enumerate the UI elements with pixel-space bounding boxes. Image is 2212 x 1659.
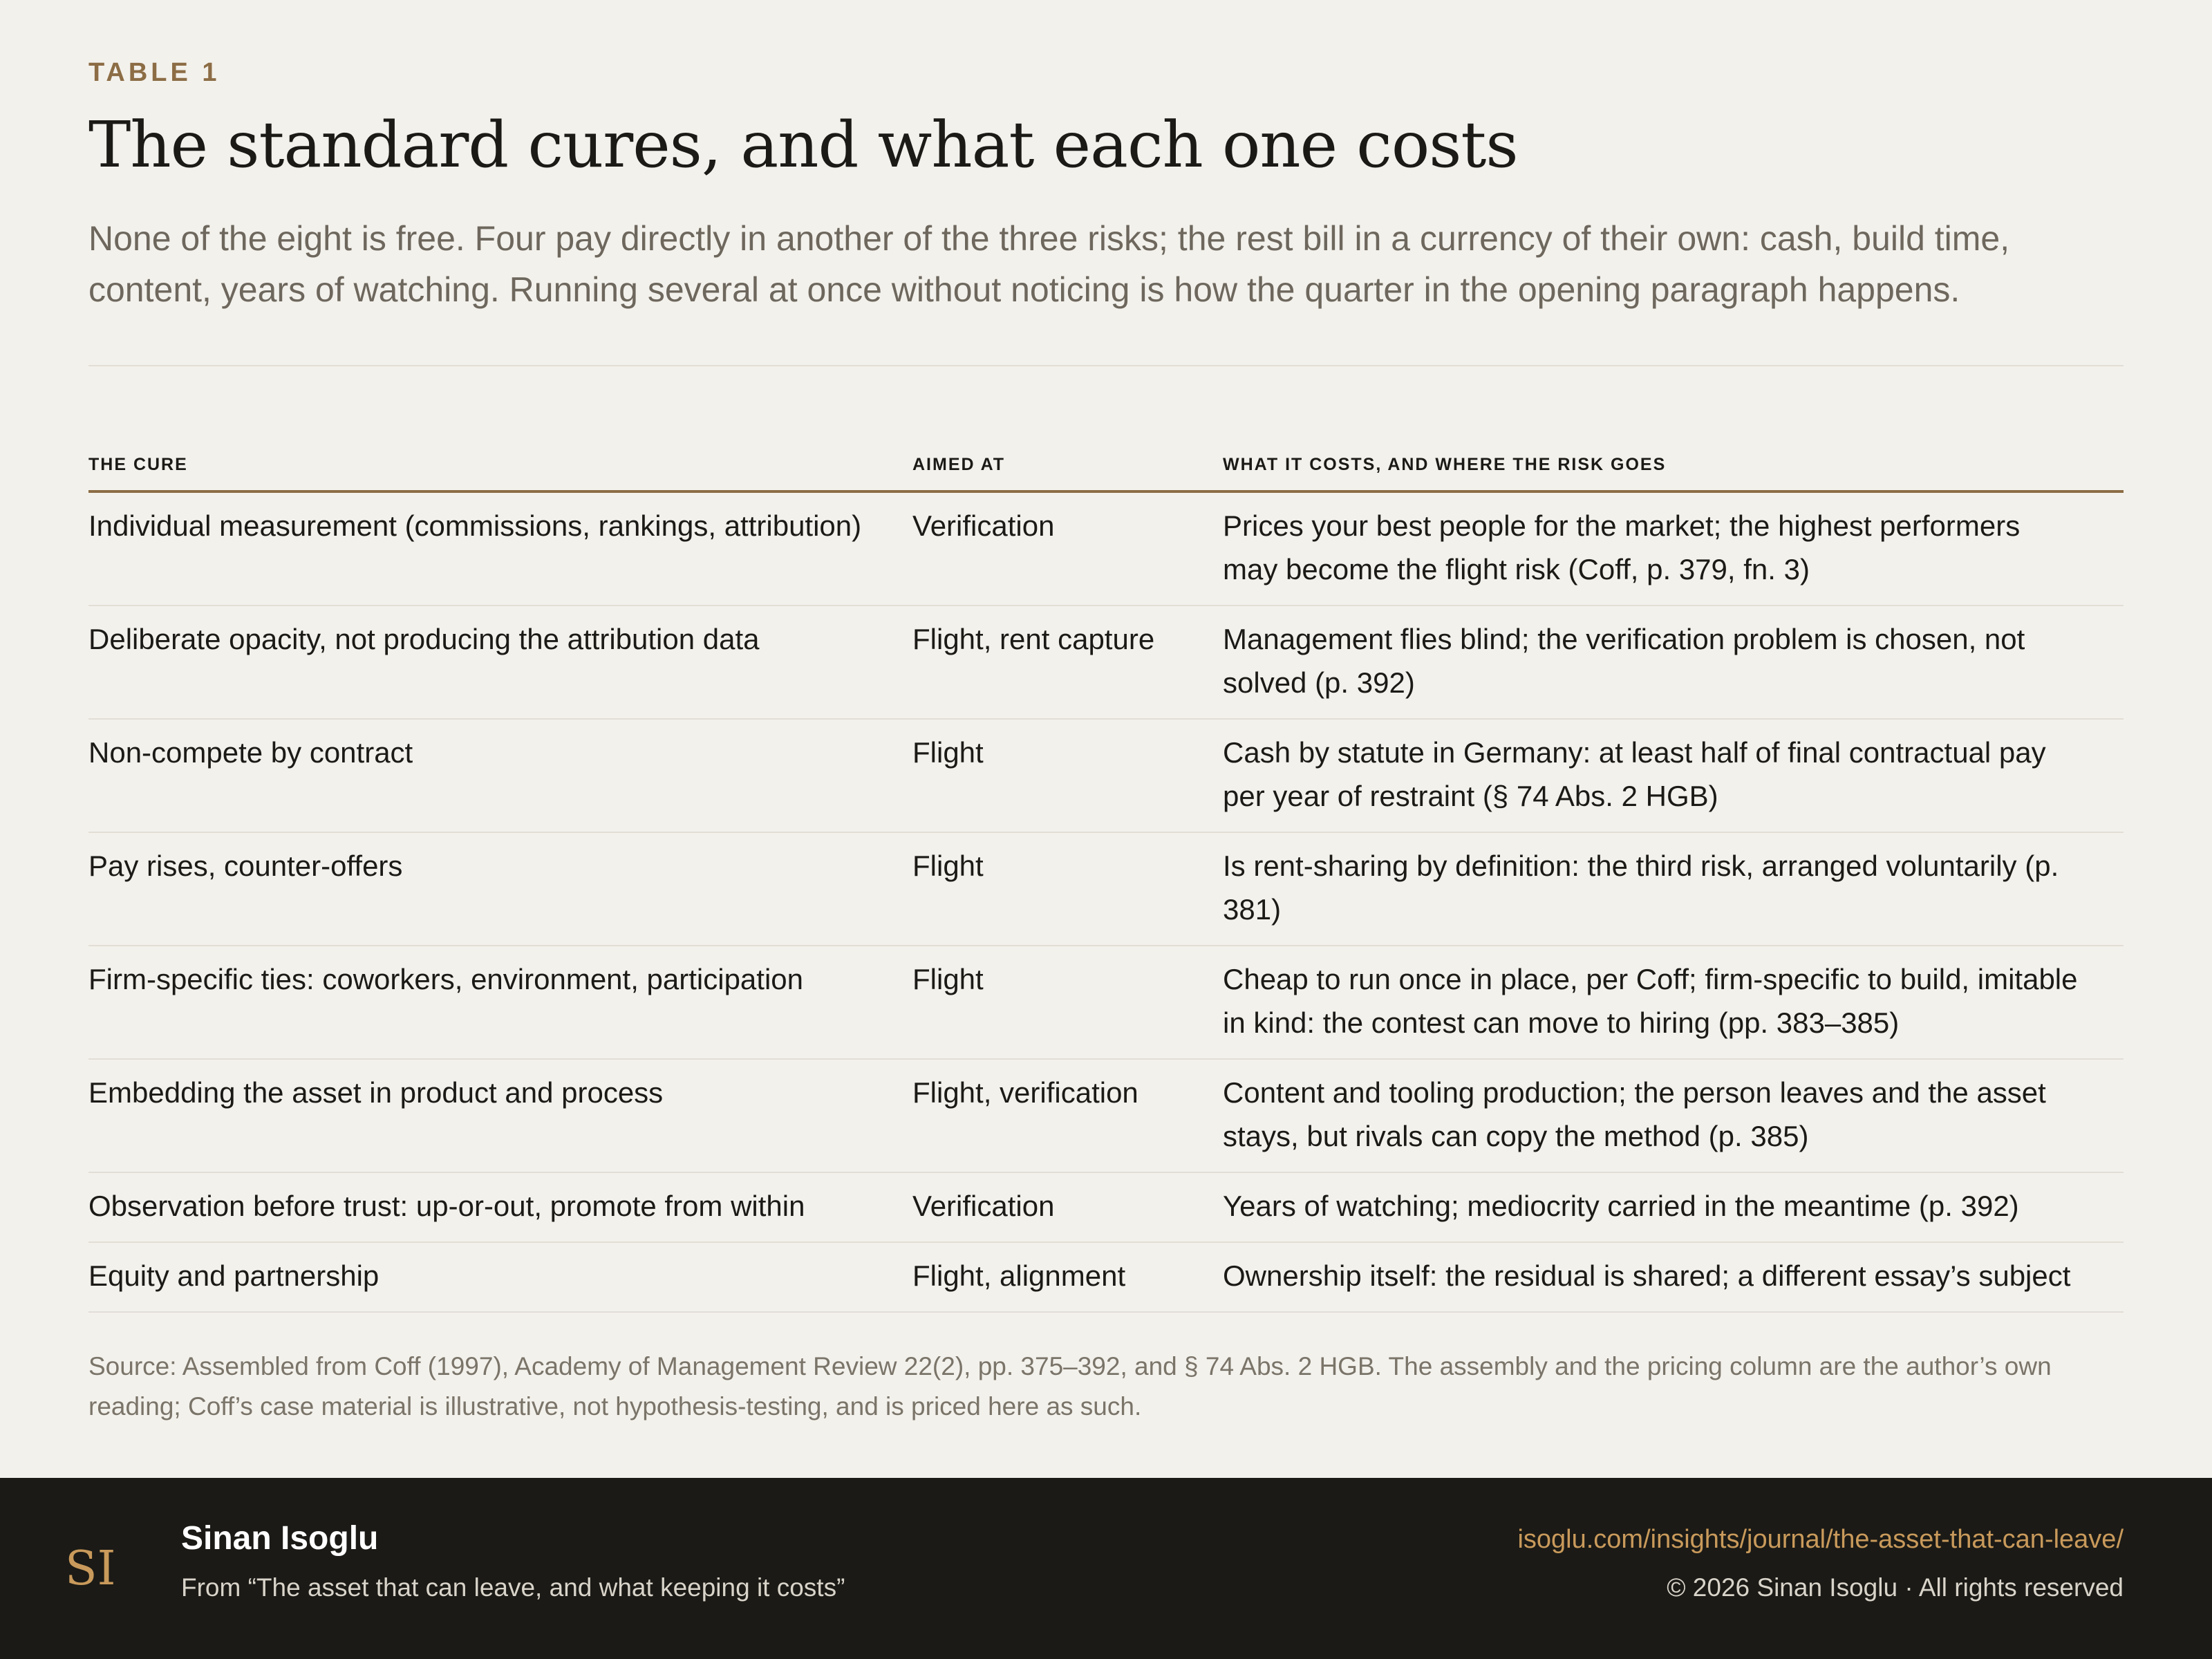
cell-cure: Observation before trust: up-or-out, promote from within — [88, 1172, 912, 1242]
column-header-cost: WHAT IT COSTS, AND WHERE THE RISK GOES — [1223, 442, 2124, 491]
table-header-row — [88, 442, 2124, 491]
cell-aimed-at: Flight — [912, 946, 1223, 1059]
cell-cure: Individual measurement (commissions, rankings, attribution) — [88, 491, 912, 606]
table-row — [88, 832, 2124, 946]
cell-aimed-at: Flight — [912, 832, 1223, 946]
cell-cure: Embedding the asset in product and process — [88, 1059, 912, 1172]
column-header-aimed-at: AIMED AT — [912, 442, 1223, 491]
monogram-logo — [64, 1536, 119, 1598]
cell-cure: Equity and partnership — [88, 1242, 912, 1312]
cell-cost: Years of watching; mediocrity carried in the meantime (p. 392) — [1223, 1172, 2124, 1242]
cell-aimed-at: Verification — [912, 491, 1223, 606]
cell-aimed-at: Flight, rent capture — [912, 606, 1223, 719]
cell-cost: Is rent-sharing by definition: the third risk, arranged voluntarily (p. 381) — [1223, 832, 2124, 946]
cell-cure: Firm-specific ties: coworkers, environment, participation — [88, 946, 912, 1059]
cell-cure: Non-compete by contract — [88, 719, 912, 832]
cell-cost: Ownership itself: the residual is shared; a different essay’s subject — [1223, 1242, 2124, 1312]
table-row — [88, 606, 2124, 719]
table-row — [88, 1059, 2124, 1172]
table-row — [88, 1242, 2124, 1312]
cell-cure: Pay rises, counter-offers — [88, 832, 912, 946]
cell-aimed-at: Flight, verification — [912, 1059, 1223, 1172]
cell-cure: Deliberate opacity, not producing the attribution data — [88, 606, 912, 719]
cell-cost: Cheap to run once in place, per Coff; firm-specific to build, imitable in kind: the contest can move to hiring (pp. 383–385) — [1223, 946, 2124, 1059]
copyright: © 2026 Sinan Isoglu · All rights reserved — [1667, 1573, 2124, 1602]
source-note: Source: Assembled from Coff (1997), Academy of Management Review 22(2), pp. 375–392, and § 74 Abs. 2 HGB. The assembly and the pricing column are the author’s own reading; Coff’s case material is illustrative, not hypothesis-testing, and is priced here as such. — [88, 1352, 2052, 1421]
table-row — [88, 491, 2124, 606]
cures-table — [88, 442, 2124, 1313]
table-row — [88, 946, 2124, 1059]
page-title: The standard cures, and what each one costs — [88, 108, 1518, 182]
cell-aimed-at: Flight — [912, 719, 1223, 832]
cell-aimed-at: Flight, alignment — [912, 1242, 1223, 1312]
article-reference: From “The asset that can leave, and what keeping it costs” — [181, 1573, 845, 1602]
svg-text:SI: SI — [65, 1541, 116, 1596]
cell-cost: Prices your best people for the market; the highest performers may become the flight risk (Coff, p. 379, fn. 3) — [1223, 491, 2124, 606]
author-name: Sinan Isoglu — [181, 1520, 379, 1557]
cell-aimed-at: Verification — [912, 1172, 1223, 1242]
subtitle: None of the eight is free. Four pay directly in another of the three risks; the rest bill in a currency of their own: cash, build time, content, years of watching. Running several at once without noticing is how the quarter in the opening paragraph happens. — [88, 219, 2010, 309]
column-header-cure: THE CURE — [88, 442, 912, 491]
footer — [0, 1478, 2212, 1659]
cell-cost: Cash by statute in Germany: at least half of final contractual pay per year of restraint (§ 74 Abs. 2 HGB) — [1223, 719, 2124, 832]
cell-cost: Content and tooling production; the person leaves and the asset stays, but rivals can copy the method (p. 385) — [1223, 1059, 2124, 1172]
table-row — [88, 719, 2124, 832]
cell-cost: Management flies blind; the verification problem is chosen, not solved (p. 392) — [1223, 606, 2124, 719]
divider — [88, 365, 2124, 366]
table-row — [88, 1172, 2124, 1242]
table-label: TABLE 1 — [88, 58, 221, 87]
article-link[interactable]: isoglu.com/insights/journal/the-asset-that-can-leave/ — [1517, 1525, 2124, 1554]
